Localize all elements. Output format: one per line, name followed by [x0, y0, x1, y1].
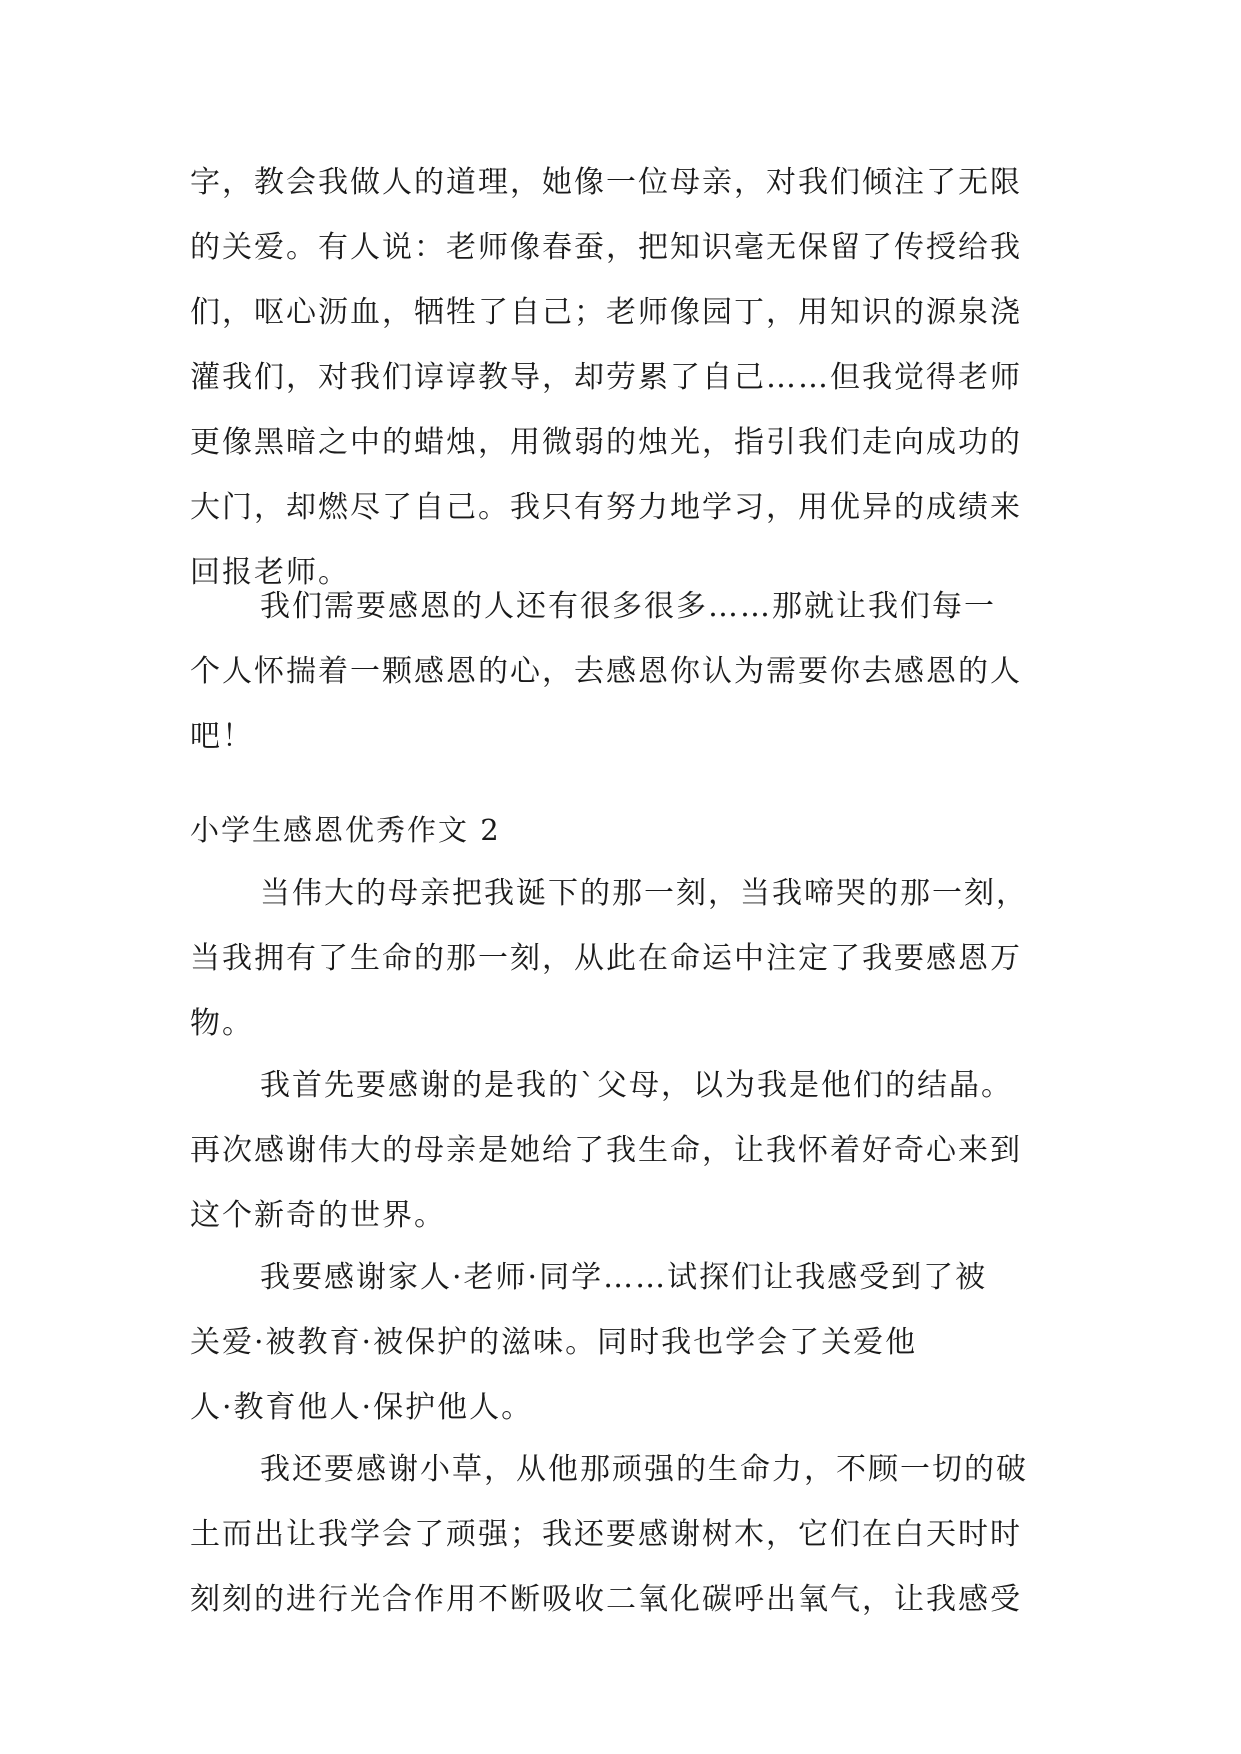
text-line: 土而出让我学会了顽强；我还要感谢树木，它们在白天时时 — [190, 1517, 1022, 1552]
paragraph-2 — [190, 574, 1060, 769]
text-line: 更像黑暗之中的蜡烛，用微弱的烛光，指引我们走向成功的 — [190, 425, 1022, 460]
text-line: 当伟大的母亲把我诞下的那一刻，当我啼哭的那一刻， — [260, 876, 1028, 911]
text-line: 我还要感谢小草，从他那顽强的生命力，不顾一切的破 — [260, 1452, 1028, 1487]
paragraph-3 — [190, 861, 1060, 1056]
text-line: 大门，却燃尽了自己。我只有努力地学习，用优异的成绩来 — [190, 490, 1022, 525]
text-line: 回报老师。 — [190, 555, 350, 590]
paragraph-text — [190, 150, 1060, 605]
text-line: 个人怀揣着一颗感恩的心，去感恩你认为需要你去感恩的人 — [190, 654, 1022, 689]
text-line: 物。 — [190, 1006, 254, 1041]
text-line: 字，教会我做人的道理，她像一位母亲，对我们倾注了无限 — [190, 165, 1022, 200]
paragraph-5 — [190, 1245, 1060, 1440]
paragraph-text — [190, 574, 1060, 769]
text-line: 吧！ — [190, 719, 254, 754]
text-line: 再次感谢伟大的母亲是她给了我生命，让我怀着好奇心来到 — [190, 1133, 1022, 1168]
text-line: 这个新奇的世界。 — [190, 1198, 446, 1233]
section-heading: 小学生感恩优秀作文 2 — [190, 813, 501, 847]
paragraph-text — [190, 1245, 1060, 1440]
text-line: 我们需要感恩的人还有很多很多……那就让我们每一 — [260, 589, 996, 624]
text-line: 关爱·被教育·被保护的滋味。同时我也学会了关爱他 — [190, 1325, 918, 1360]
text-line: 灌我们，对我们谆谆教导，却劳累了自己……但我觉得老师 — [190, 360, 1022, 395]
paragraph-text — [190, 1437, 1060, 1632]
paragraph-4 — [190, 1053, 1060, 1248]
text-line: 刻刻的进行光合作用不断吸收二氧化碳呼出氧气，让我感受 — [190, 1582, 1022, 1617]
text-line: 人·教育他人·保护他人。 — [190, 1390, 534, 1425]
paragraph-text — [190, 1053, 1060, 1248]
paragraph-text — [190, 861, 1060, 1056]
paragraph-1 — [190, 150, 1060, 605]
text-line: 我要感谢家人·老师·同学……试探们让我感受到了被 — [260, 1260, 988, 1295]
section-heading-block — [190, 798, 1060, 863]
text-line: 我首先要感谢的是我的`父母，以为我是他们的结晶。 — [260, 1068, 1013, 1103]
paragraph-6 — [190, 1437, 1060, 1632]
text-line: 当我拥有了生命的那一刻，从此在命运中注定了我要感恩万 — [190, 941, 1022, 976]
text-line: 的关爱。有人说：老师像春蚕，把知识毫无保留了传授给我 — [190, 230, 1022, 265]
text-line: 们，呕心沥血，牺牲了自己；老师像园丁，用知识的源泉浇 — [190, 295, 1022, 330]
